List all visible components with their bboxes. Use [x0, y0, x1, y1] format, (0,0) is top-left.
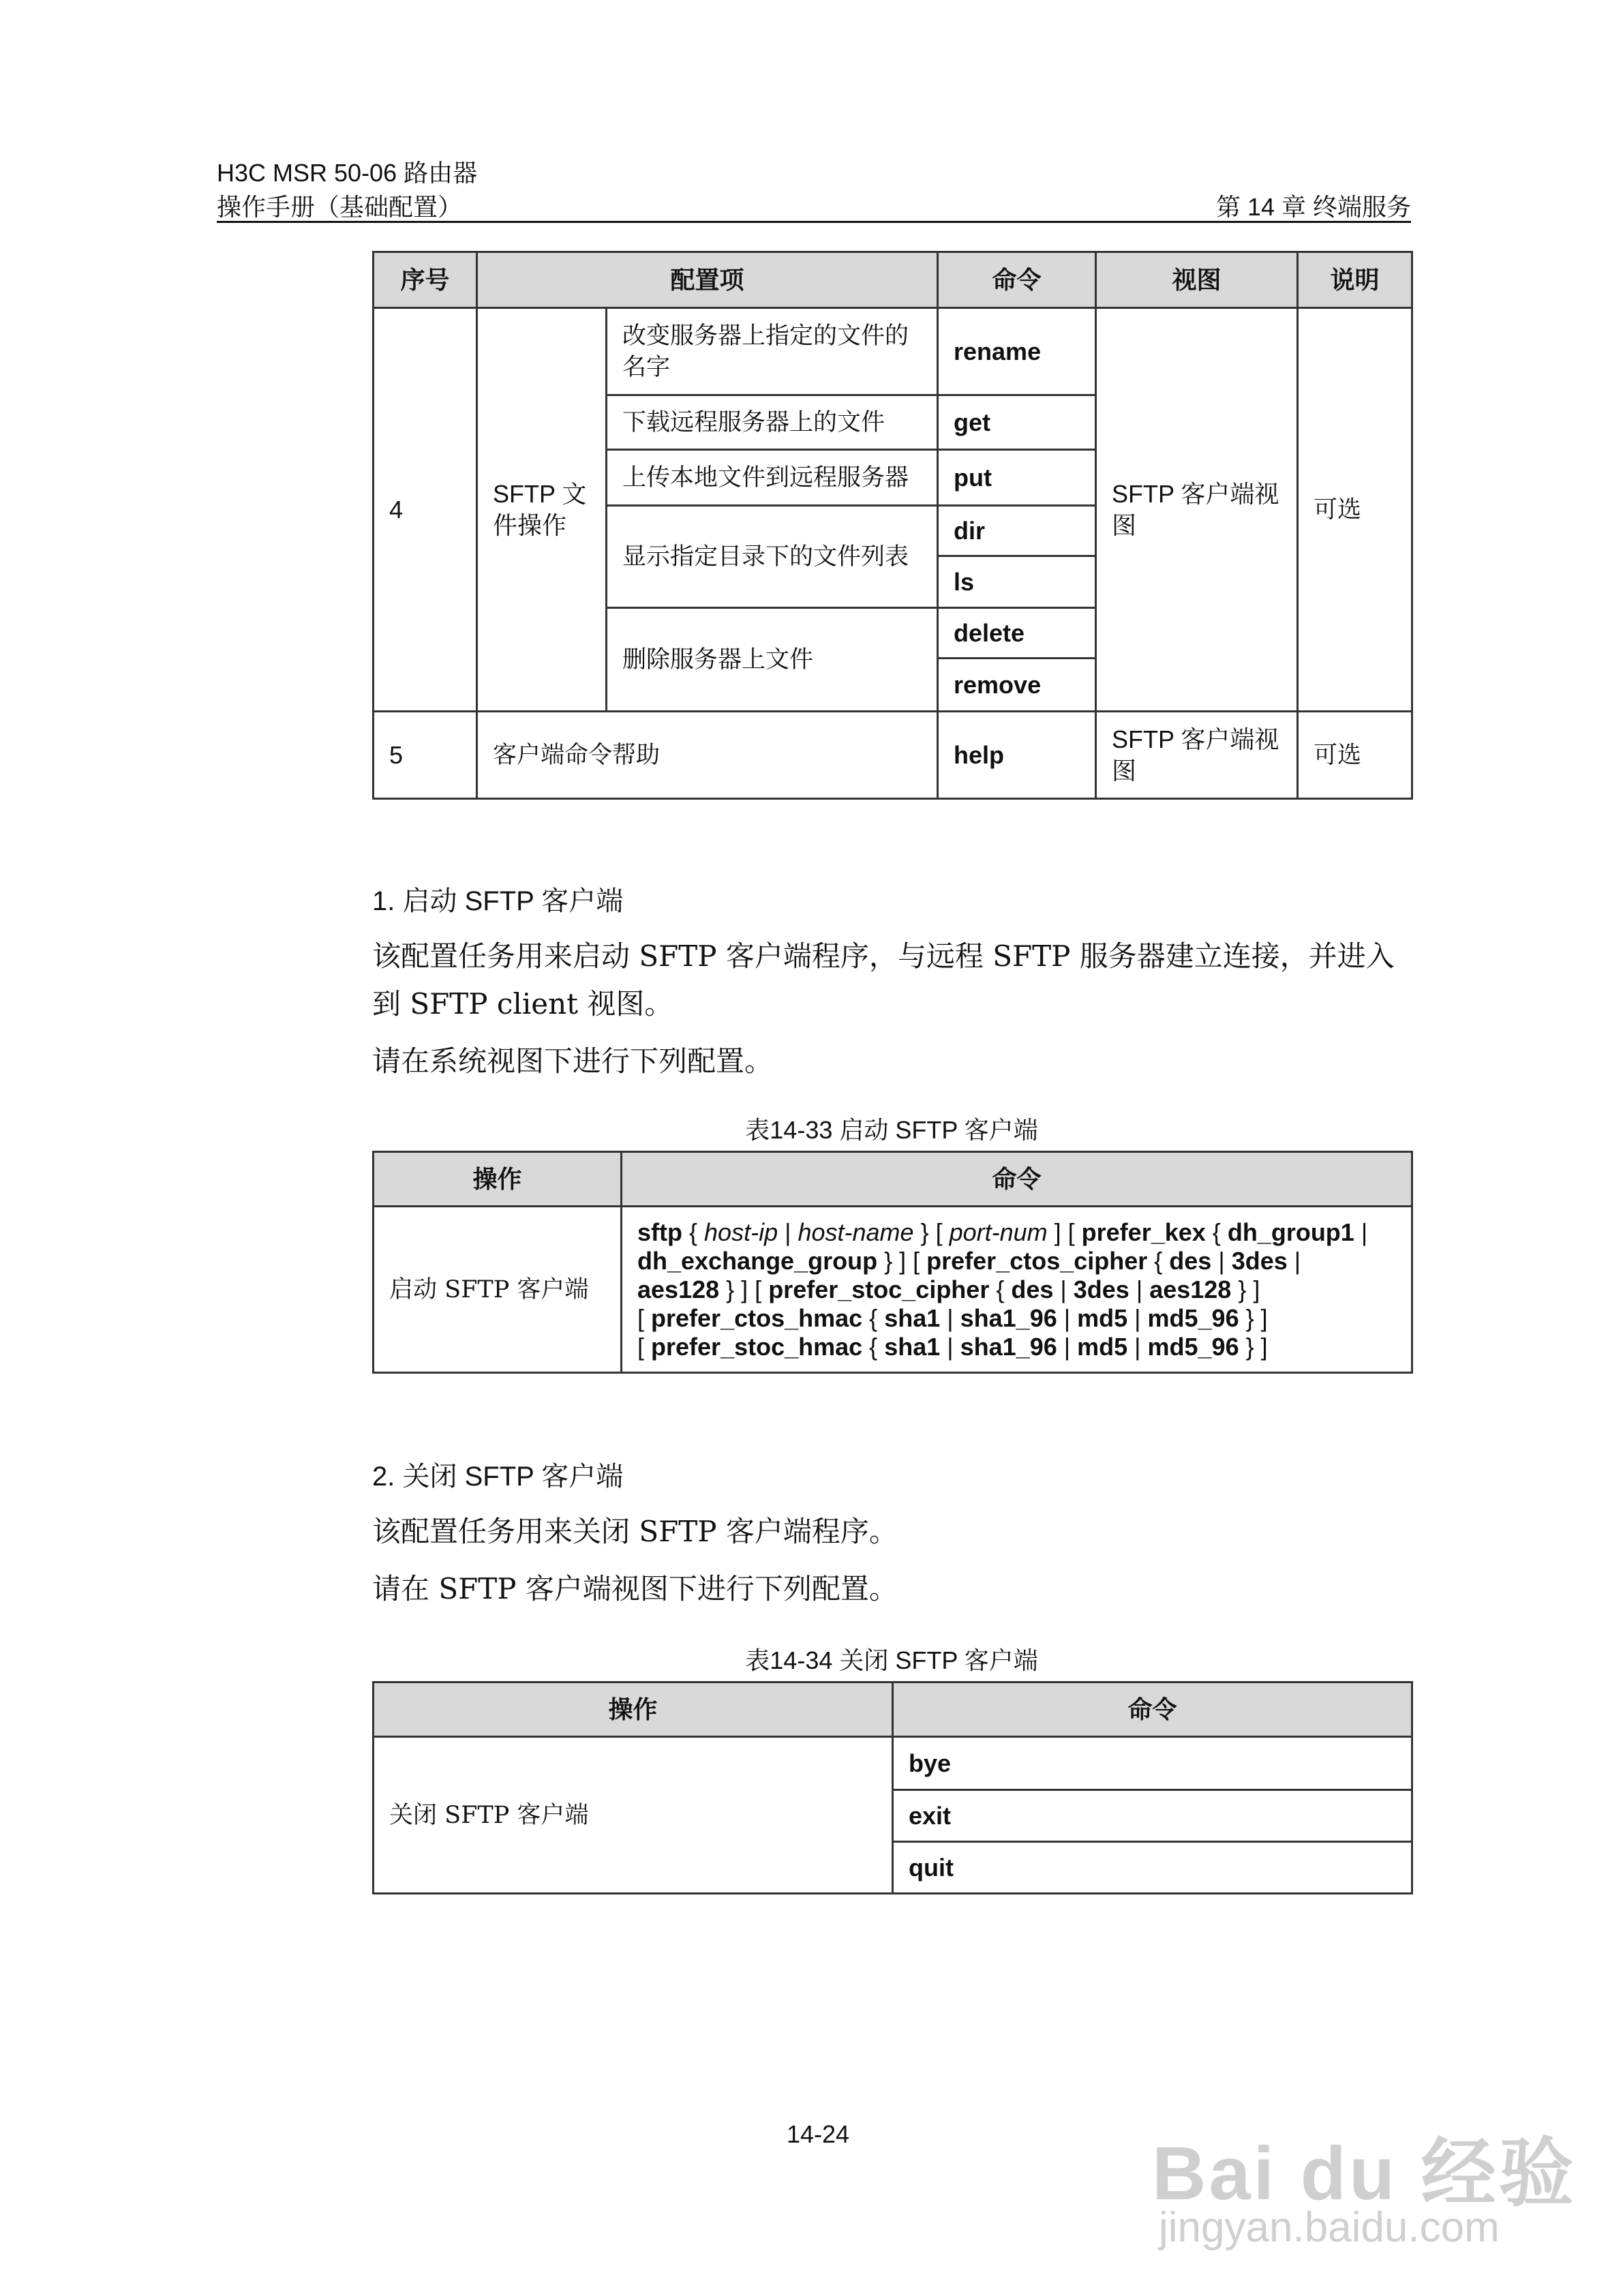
syntax-line: dh_exchange_group } ] [ prefer_ctos_cipher { des | 3des | — [637, 1246, 1301, 1275]
section1-para2: 请在系统视图下进行下列配置。 — [372, 1044, 774, 1078]
table-caption: 表14-33 启动 SFTP 客户端 — [745, 1116, 1038, 1144]
col-header-item: 配置项 — [477, 252, 938, 308]
syntax-line: aes128 } ] [ prefer_stoc_cipher { des | 3des | aes128 } ] — [637, 1275, 1260, 1303]
syntax-line: [ prefer_ctos_hmac { sha1 | sha1_96 | md5 | md5_96 } ] — [637, 1303, 1268, 1332]
row4-note: 可选 — [1298, 308, 1412, 712]
col-header-op: 操作 — [374, 1682, 893, 1737]
cmd-cell: bye — [893, 1737, 1412, 1790]
cmd-cell: quit — [893, 1842, 1412, 1894]
row5-cmd: help — [938, 712, 1096, 799]
col-header-cmd: 命令 — [893, 1682, 1412, 1737]
subitem-desc: 显示指定目录下的文件列表 — [607, 506, 938, 608]
section1-title: 1. 启动 SFTP 客户端 — [372, 886, 624, 916]
cmd-syntax-cell — [622, 1207, 1412, 1373]
close-client-table — [372, 1681, 1413, 1894]
col-header-cmd: 命令 — [938, 252, 1096, 308]
subitem-desc: 下载远程服务器上的文件 — [607, 395, 938, 450]
row5-item: 客户端命令帮助 — [477, 712, 938, 799]
table-caption: 表14-34 关闭 SFTP 客户端 — [745, 1646, 1038, 1674]
header-rule — [217, 221, 1411, 223]
config-table — [372, 251, 1413, 800]
row4-no: 4 — [374, 308, 477, 712]
syntax-line: sftp { host-ip | host-name } [ port-num ] [ prefer_kex { dh_group1 | — [637, 1218, 1368, 1246]
cmd-cell: put — [938, 450, 1096, 506]
row5-no: 5 — [374, 712, 477, 799]
cmd-cell: ls — [938, 556, 1096, 608]
subitem-desc: 删除服务器上文件 — [607, 608, 938, 712]
cmd-cell: get — [938, 395, 1096, 450]
subitem-desc: 上传本地文件到远程服务器 — [607, 450, 938, 506]
header-product: H3C MSR 50-06 路由器 — [217, 159, 478, 187]
row4-view: SFTP 客户端视图 — [1096, 308, 1298, 712]
row5-view: SFTP 客户端视图 — [1096, 712, 1298, 799]
col-header-no: 序号 — [374, 252, 477, 308]
col-header-op: 操作 — [374, 1152, 622, 1207]
watermark-url: jingyan.baidu.com — [1159, 2204, 1500, 2251]
page-number: 14-24 — [786, 2120, 850, 2148]
col-header-cmd: 命令 — [622, 1152, 1412, 1207]
row4-item: SFTP 文件操作 — [477, 308, 607, 712]
col-header-note: 说明 — [1298, 252, 1412, 308]
subitem-desc: 改变服务器上指定的文件的名字 — [607, 308, 938, 395]
row5-note: 可选 — [1298, 712, 1412, 799]
cmd-cell: remove — [938, 659, 1096, 712]
start-client-table — [372, 1151, 1413, 1374]
section2-title: 2. 关闭 SFTP 客户端 — [372, 1462, 624, 1492]
cmd-cell: dir — [938, 506, 1096, 556]
syntax-line: [ prefer_stoc_hmac { sha1 | sha1_96 | md5 | md5_96 } ] — [637, 1332, 1268, 1361]
cmd-cell: rename — [938, 308, 1096, 395]
cmd-cell: exit — [893, 1790, 1412, 1842]
section2-para2: 请在 SFTP 客户端视图下进行下列配置。 — [372, 1572, 898, 1605]
cmd-cell: delete — [938, 608, 1096, 659]
col-header-view: 视图 — [1096, 252, 1298, 308]
header-manual: 操作手册（基础配置） — [217, 193, 463, 221]
section2-para1: 该配置任务用来关闭 SFTP 客户端程序。 — [372, 1515, 898, 1548]
watermark-brand: Bai du 经验 — [1152, 2132, 1577, 2216]
header-chapter: 第 14 章 终端服务 — [1215, 193, 1411, 221]
op-cell: 关闭 SFTP 客户端 — [374, 1737, 893, 1894]
section1-para1: 该配置任务用来启动 SFTP 客户端程序，与远程 SFTP 服务器建立连接，并进入到 SFTP client 视图。 — [372, 939, 1395, 1021]
op-cell: 启动 SFTP 客户端 — [374, 1207, 622, 1373]
